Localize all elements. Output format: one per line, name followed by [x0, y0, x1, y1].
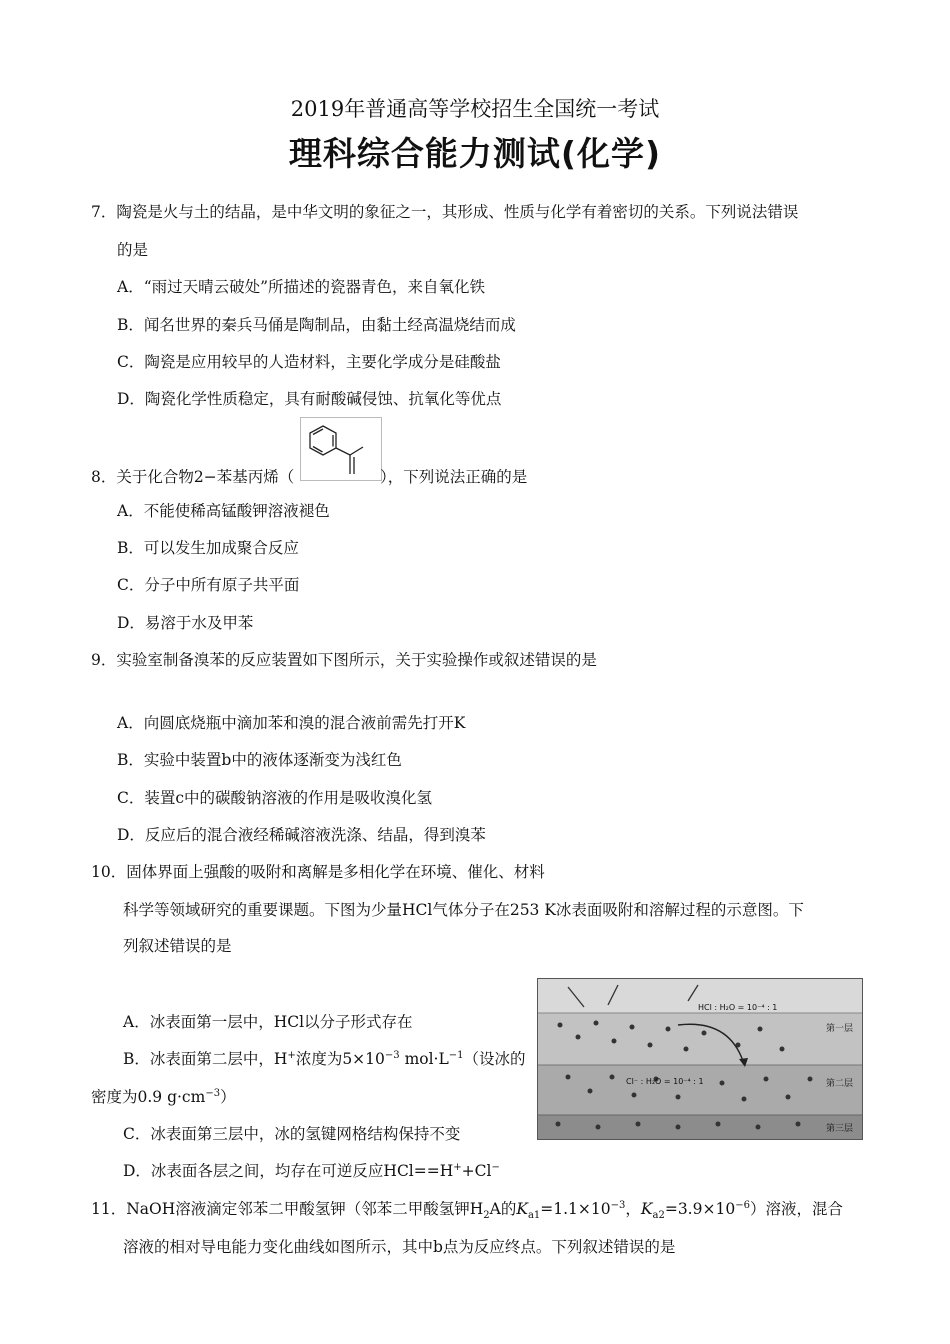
q10-stem-line1: [91, 860, 545, 882]
q9-option-a: A．向圆底烧瓶中滴加苯和溴的混合液前需先打开K: [117, 714, 466, 732]
q8-option-d: D．易溶于水及甲苯: [117, 614, 254, 632]
q7-stem-line2: 的是: [117, 241, 149, 259]
q10-stem-line3: 列叙述错误的是: [123, 937, 232, 955]
q10-option-b: B．冰表面第二层中，H+浓度为$5\times 10^{-3}$ $mol\cdot L^{-1}$（设冰的: [123, 1049, 526, 1068]
exam-title: 2019年普通高等学校招生全国统一考试: [290, 97, 660, 121]
q8-option-c: C．分子中所有原子共平面: [117, 576, 300, 594]
q10-option-a: A．冰表面第一层中，HCl以分子形式存在: [123, 1013, 413, 1031]
q10-number: 10．: [91, 863, 127, 881]
benzene-ring-icon: [301, 418, 381, 480]
q7-stem-text: 陶瓷是火与土的结晶，是中华文明的象征之一，其形成、性质与化学有着密切的关系。下列说法错误: [116, 203, 799, 221]
figure-ratio-mid: Cl⁻ : H₂O = 10⁻⁴ : 1: [626, 1077, 704, 1086]
q7-option-d: D．陶瓷化学性质稳定，具有耐酸碱侵蚀、抗氧化等优点: [117, 390, 502, 408]
q8-stem-text: 关于化合物2−苯基丙烯（: [116, 468, 295, 486]
q8-option-a: A．不能使稀高锰酸钾溶液褪色: [117, 502, 330, 520]
q9-stem-text: 实验室制备溴苯的反应装置如下图所示，关于实验操作或叙述错误的是: [116, 651, 597, 669]
q10-option-b-cont: 密度为0.9 $g\cdot cm^{-3}$）: [91, 1087, 236, 1106]
q7-option-a: A．“雨过天晴云破处”所描述的瓷器青色，来自氧化铁: [117, 278, 486, 296]
q8-option-b: B．可以发生加成聚合反应: [117, 539, 299, 557]
q7-option-b: B．闻名世界的秦兵马俑是陶制品，由黏土经高温烧结而成: [117, 316, 516, 334]
q10-option-c: C．冰表面第三层中，冰的氢键网格结构保持不变: [123, 1125, 461, 1143]
q9-option-d: D．反应后的混合液经稀碱溶液洗涤、结晶，得到溴苯: [117, 826, 486, 844]
q11-stem-line1: 11．NaOH溶液滴定邻苯二甲酸氢钾（邻苯二甲酸氢钾$H_2A$的$K_{a1}=1.1\times 10^{-3}$，$K_{a2}=3.9\times 10^{-6}$）溶液，混合: [91, 1199, 843, 1222]
phenylpropene-structure: [300, 417, 382, 481]
q9-option-b: B．实验中装置b中的液体逐渐变为浅红色: [117, 751, 402, 769]
q8-stem-after: ），下列说法正确的是: [380, 468, 528, 486]
q11-number: 11．: [91, 1200, 127, 1218]
q9-number: 9．: [91, 651, 117, 669]
q9-option-c: C．装置c中的碳酸钠溶液的作用是吸收溴化氢: [117, 789, 433, 807]
figure-layer2-label: 第二层: [826, 1079, 854, 1089]
q7-option-c: C．陶瓷是应用较早的人造材料，主要化学成分是硅酸盐: [117, 353, 501, 371]
q11-stem-line2: 溶液的相对导电能力变化曲线如图所示，其中b点为反应终点。下列叙述错误的是: [123, 1238, 676, 1256]
q7-number: 7．: [91, 203, 117, 221]
q8-number: 8．: [91, 468, 117, 486]
q9-stem: [91, 648, 597, 670]
figure-layer1-label: 第一层: [826, 1024, 854, 1034]
figure-ratio-top: HCl : H₂O = 10⁻⁴ : 1: [698, 1003, 778, 1012]
q10-option-d: D．冰表面各层之间，均存在可逆反应HCl==H++Cl−: [123, 1161, 500, 1180]
q10-stem-line2: 科学等领域研究的重要课题。下图为少量HCl气体分子在253 K冰表面吸附和溶解过程的示意图。下: [123, 901, 804, 919]
figure-layer3-label: 第三层: [826, 1124, 854, 1134]
ice-surface-figure: [537, 978, 863, 1140]
q10-stem-text: 固体界面上强酸的吸附和离解是多相化学在环境、催化、材料: [126, 863, 545, 881]
q8-stem-before: [91, 465, 294, 487]
q7-stem-line1: [91, 200, 798, 222]
exam-subtitle: 理科综合能力测试(化学): [288, 134, 662, 173]
